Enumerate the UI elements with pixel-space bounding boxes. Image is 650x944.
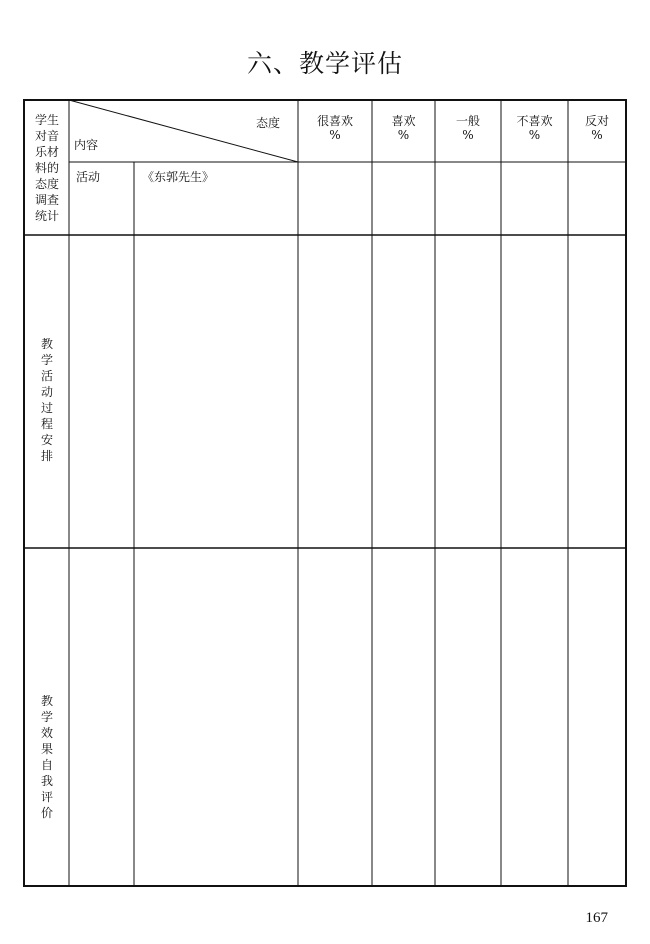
column-header-like-name: 喜欢	[391, 114, 416, 128]
teaching-effect-label-text: 教 学 效 果 自 我 评 价	[40, 694, 53, 820]
column-header-very-like	[298, 114, 372, 142]
activity-label: 活动	[76, 170, 101, 184]
activity-value: 《东郭先生》	[142, 170, 215, 184]
column-header-dislike-name: 不喜欢	[516, 114, 553, 128]
diagonal-header-line	[69, 100, 298, 162]
column-header-oppose-unit: %	[591, 128, 603, 142]
column-header-oppose	[568, 114, 626, 142]
teaching-process-label	[26, 336, 68, 464]
diagonal-header-top: 态度	[256, 116, 281, 130]
teaching-effect-label	[26, 693, 68, 821]
attitude-survey-label-text: 学生 对音 乐材 料的 态度 调查 统计	[34, 113, 59, 223]
attitude-survey-label	[26, 112, 68, 224]
page-title: 六、教学评估	[246, 49, 403, 78]
column-header-dislike-unit: %	[528, 128, 541, 142]
column-header-neutral-unit: %	[462, 128, 474, 142]
column-header-dislike	[501, 114, 568, 142]
table-border	[24, 100, 626, 886]
column-header-like	[372, 114, 435, 142]
column-header-like-unit: %	[397, 128, 410, 142]
diagonal-header-bottom: 内容	[74, 138, 99, 152]
teaching-process-label-text: 教 学 活 动 过 程 安 排	[40, 337, 53, 463]
column-header-neutral	[435, 114, 501, 142]
column-header-very-like-name: 很喜欢	[316, 114, 353, 128]
column-header-neutral-name: 一般	[455, 114, 480, 128]
page-number: 167	[585, 910, 608, 926]
column-header-oppose-name: 反对	[584, 114, 609, 128]
column-header-very-like-unit: %	[329, 128, 341, 142]
